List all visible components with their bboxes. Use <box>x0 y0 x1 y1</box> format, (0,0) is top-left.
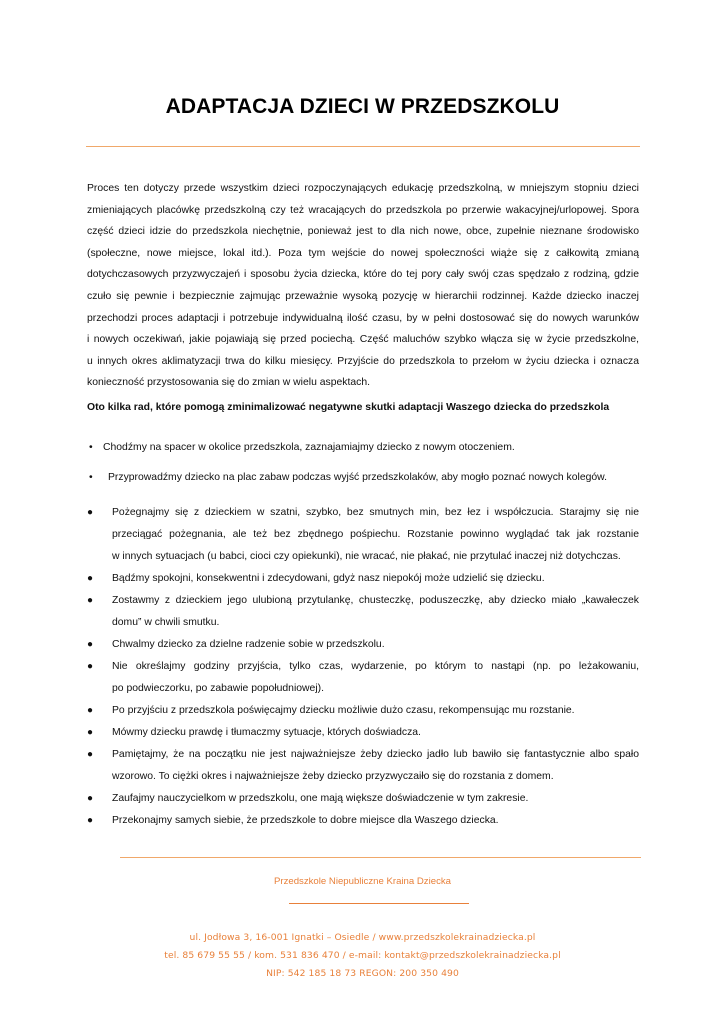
list-item-text <box>112 788 639 810</box>
list-item-line: Przekonajmy samych siebie, że przedszkole to dobre miejsce dla Waszego dziecka. <box>112 815 499 826</box>
list-item <box>87 656 639 700</box>
list-item-text <box>112 590 639 634</box>
list-item-line: Pożegnajmy się z dzieckiem w szatni, szybko, bez smutnych min, bez łez i współczucia. Starajmy się nie <box>112 507 639 518</box>
list-item-text <box>112 722 639 744</box>
document-title: ADAPTACJA DZIECI W PRZEDSZKOLU <box>165 95 560 118</box>
advice-list <box>87 502 639 832</box>
footer-ids: NIP: 542 185 18 73 REGON: 200 350 490 <box>266 968 459 979</box>
intro-line: zmieniających placówkę przedszkolną czy też wracających do przedszkola po przerwie wakacyjnej/urlopowej. Spora <box>87 204 639 216</box>
bullet-glyph: • <box>89 472 93 483</box>
intro-line: i nowych oczekiwań, jakie pojawiają się przed pociechą. Część maluchów szybko włącza się w życie przedszkolne, <box>87 334 639 346</box>
list-item-text <box>112 700 639 722</box>
bullet-glyph: ● <box>87 507 94 518</box>
bullet-glyph: ● <box>87 639 94 650</box>
intro-line: (społeczne, nowe miejsce, lokal itd.). Poza tym wejście do nowej społeczności wiąże się z całkowitą zmianą <box>87 247 639 259</box>
list-item-line: po podwieczorku, po zabawie popołudniowej). <box>112 683 324 694</box>
list-item-line: Bądźmy spokojni, konsekwentni i zdecydowani, gdyż nasz niepokój może udzielić się dziecku. <box>112 573 545 584</box>
list-item <box>87 810 639 832</box>
list-item <box>87 634 639 656</box>
list-item-line: Po przyjściu z przedszkola poświęcajmy dziecku możliwie dużo czasu, rekompensując mu rozstanie. <box>112 705 575 716</box>
bullet-glyph: ● <box>87 815 94 826</box>
list-item-line: przeciągać pożegnania, ale też bez zbędnego pośpiechu. Rozstanie powinno wyglądać tak jak rozstanie <box>112 529 639 540</box>
bullet-glyph: ● <box>87 793 94 804</box>
footer-divider <box>120 857 641 858</box>
list-item <box>87 744 639 788</box>
list-item-text <box>112 634 639 656</box>
list-item <box>87 788 639 810</box>
list-item-line: wzorowo. To ciężki okres i najważniejsze żeby dziecko przyzwyczaiło się do rozstania z domem. <box>112 771 554 782</box>
bullet-glyph: ● <box>87 595 94 606</box>
simple-bullet-item <box>89 472 607 483</box>
list-item-text <box>112 744 639 788</box>
footer-address: ul. Jodłowa 3, 16-001 Ignatki – Osiedle / www.przedszkolekrainadziecka.pl <box>189 932 536 943</box>
bullet-glyph: ● <box>87 573 94 584</box>
list-item-text <box>112 568 639 590</box>
list-item-text <box>112 656 639 700</box>
list-item-line: Nie określajmy godziny przyjścia, tylko czas, wydarzenie, po którym to nastąpi (np. po leżakowaniu, <box>112 661 639 672</box>
list-item <box>87 568 639 590</box>
list-item-text <box>112 810 639 832</box>
intro-line: część dzieci idzie do przedszkola niechętnie, ponieważ jest to dla nich nowe, obce, zupełnie nieznane środowisko <box>87 226 639 238</box>
simple-bullet-text: Przyprowadźmy dziecko na plac zabaw podczas wyjść przedszkolaków, aby mogło poznać nowych kolegów. <box>108 472 607 483</box>
intro-paragraph <box>87 178 639 394</box>
list-item <box>87 590 639 634</box>
bullet-glyph: ● <box>87 749 94 760</box>
title-divider <box>86 146 640 147</box>
list-item-line: Pamiętajmy, że na początku nie jest najważniejsze żeby dziecko jadło lub bawiło się fantastycznie albo spało <box>112 749 639 760</box>
bullet-glyph: ● <box>87 705 94 716</box>
bullet-glyph: ● <box>87 661 94 672</box>
footer-name-underline <box>289 903 469 904</box>
advice-heading: Oto kilka rad, które pomogą zminimalizować negatywne skutki adaptacji Waszego dziecka do przedszkola <box>87 402 610 413</box>
simple-bullet-text: Chodźmy na spacer w okolice przedszkola, zaznajamiajmy dziecko z nowym otoczeniem. <box>103 442 515 453</box>
footer-contact: tel. 85 679 55 55 / kom. 531 836 470 / e-mail: kontakt@przedszkolekrainadziecka.pl <box>164 950 561 961</box>
list-item <box>87 722 639 744</box>
list-item-line: Zaufajmy nauczycielkom w przedszkolu, one mają większe doświadczenie w tym zakresie. <box>112 793 529 804</box>
intro-line: konieczność przystosowania się do zmian w wielu aspektach. <box>87 377 370 389</box>
bullet-glyph: • <box>89 442 93 453</box>
list-item-line: domu” w chwili smutku. <box>112 617 220 628</box>
list-item <box>87 700 639 722</box>
list-item-line: Zostawmy z dzieckiem jego ulubioną przytulankę, chusteczkę, poduszeczkę, aby dziecko miało „kawałeczek <box>112 595 639 606</box>
bullet-glyph: ● <box>87 727 94 738</box>
list-item <box>87 502 639 568</box>
list-item-text <box>112 502 639 568</box>
intro-line: u innych okres aklimatyzacji trwa do kilku miesięcy. Przyjście do przedszkola to przełom w życiu dziecka i oznacza <box>87 355 639 367</box>
intro-line: Proces ten dotyczy przede wszystkim dzieci rozpoczynających edukację przedszkolną, w mniejszym stopniu dzieci <box>87 183 639 194</box>
intro-line: czuło się pewnie i bezpiecznie zajmując przeważnie wysoką pozycję w hierarchii rodzinnej. Każde dziecko inaczej <box>87 290 639 302</box>
list-item-line: Mówmy dziecku prawdę i tłumaczmy sytuacje, których doświadcza. <box>112 727 421 738</box>
simple-bullet-item <box>89 442 515 453</box>
list-item-line: Chwalmy dziecko za dzielne radzenie sobie w przedszkolu. <box>112 639 385 650</box>
footer-school-name: Przedszkole Niepubliczne Kraina Dziecka <box>273 876 452 887</box>
intro-line: przechodzi proces adaptacji i potrzebuje indywidualną ilość czasu, by w pełni dostosować się do nowych warunków <box>87 312 639 324</box>
intro-line: dotychczasowych przyzwyczajeń i sposobu życia dziecka, które do tej pory cały swój czas spędzało z rodziną, gdzie <box>87 269 639 281</box>
list-item-line: w innych sytuacjach (u babci, cioci czy opiekunki), nie wracać, nie płakać, nie przytulać inaczej niż dotychczas. <box>112 551 621 562</box>
